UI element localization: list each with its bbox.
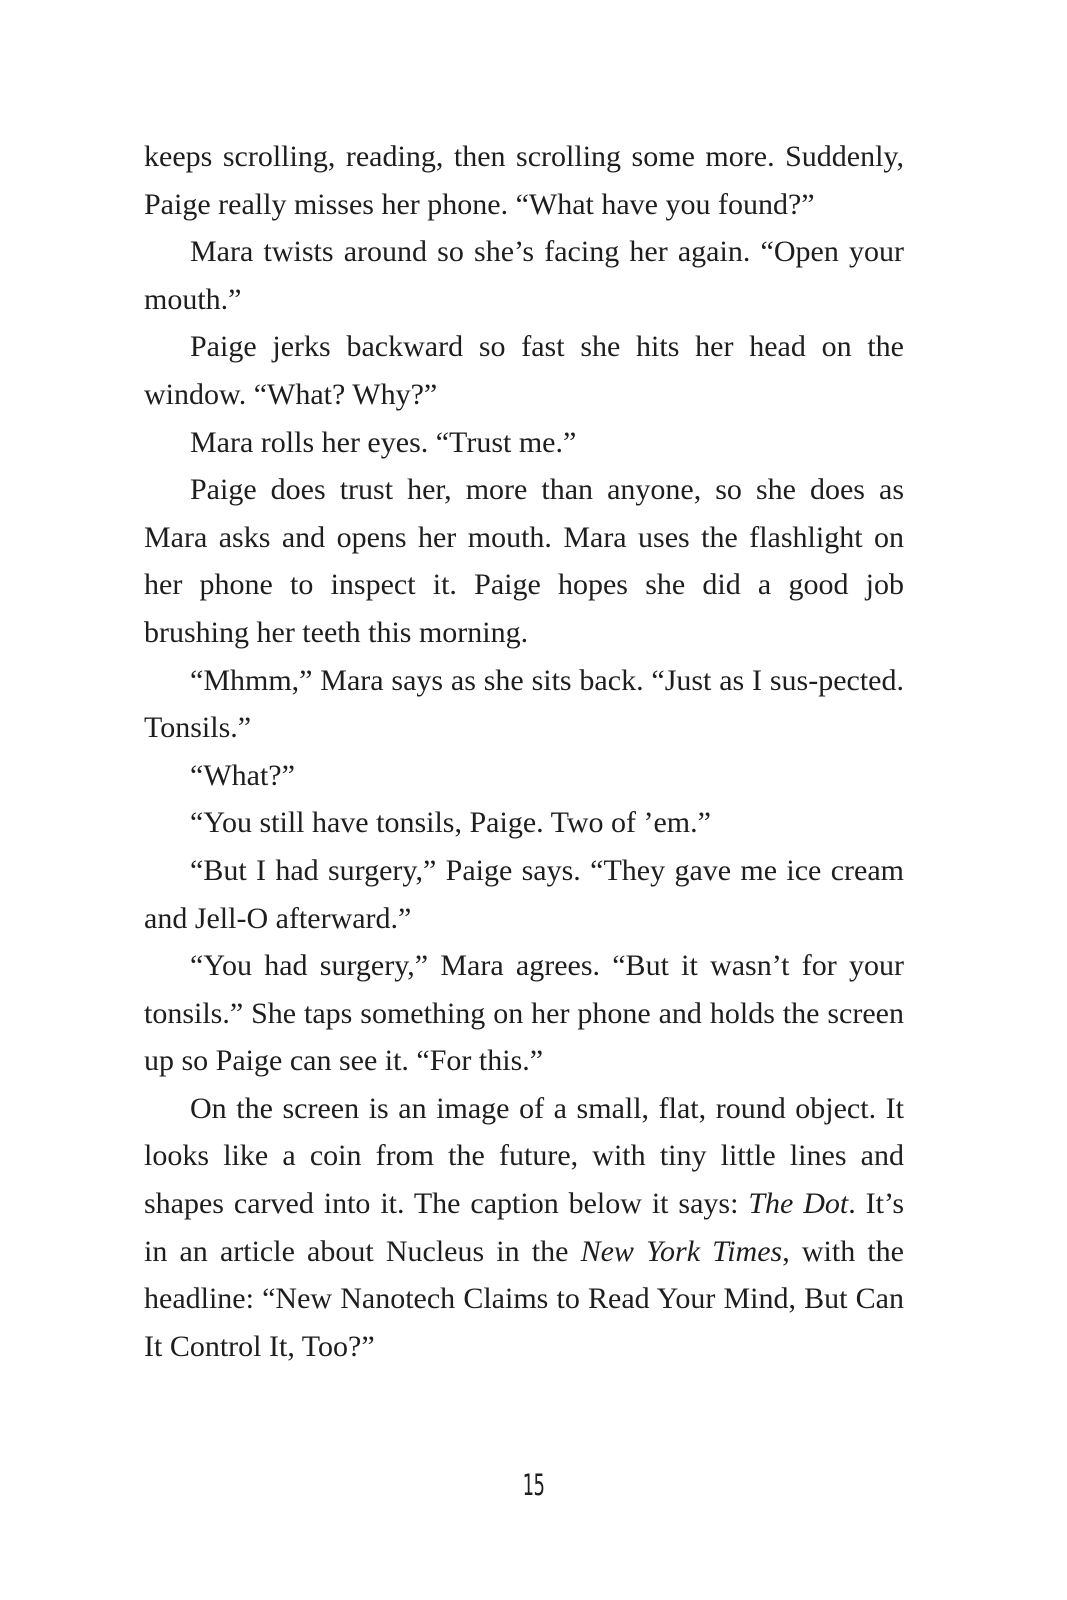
paragraph-text: Paige jerks backward so fast she hits her head on the window. “What? Why?” [144,330,904,411]
paragraph-text: On the screen is an image of a small, flat, round object. It looks like a coin from the future, with tiny little lines and shapes carved into it. The caption below it says: [144,1091,904,1221]
paragraph [144,799,904,847]
italic-text: The Dot [748,1187,849,1221]
paragraph [144,419,904,467]
paragraph-text: Mara twists around so she’s facing her again. “Open your mouth.” [144,235,904,316]
paragraph-text: “Mhmm,” Mara says as she sits back. “Just as I sus-pected. Tonsils.” [144,663,904,745]
paragraph [144,752,904,800]
paragraph-text: “What?” [190,758,295,792]
italic-text: New York Times [580,1234,783,1268]
paragraph-text: , with the headline: “New Nanotech Claims to Read Your Mind, But Can It Control It, Too?” [144,1234,904,1363]
paragraph-text: Paige does trust her, more than anyone, so she does as Mara asks and opens her mouth. Mara uses the flashlight on her phone to inspect it. Paige hopes she did a good job brushing her teeth this morning. [144,473,904,649]
paragraph [144,133,904,228]
paragraph [144,942,904,1085]
paragraph [144,228,904,323]
paragraph-text: keeps scrolling, reading, then scrolling some more. Suddenly, Paige really misses her phone. “What have you found?” [144,140,904,221]
paragraph [144,1085,904,1371]
paragraph-text: “But I had surgery,” Paige says. “They gave me ice cream and Jell-O afterward.” [144,853,904,935]
paragraph [144,657,904,752]
paragraph-text: “You had surgery,” Mara agrees. “But it wasn’t for your tonsils.” She taps something on her phone and holds the screen up so Paige can see it. “For this.” [144,949,904,1078]
paragraph [144,323,904,418]
page-number: 15 [522,1468,545,1502]
paragraph-text: . It’s in an article about Nucleus in the [144,1187,904,1268]
paragraph-text: Mara rolls her eyes. “Trust me.” [190,425,577,459]
paragraph [144,847,904,942]
paragraph-text: “You still have tonsils, Paige. Two of ’em.” [190,806,711,840]
body-text [144,133,904,1370]
paragraph [144,466,904,656]
